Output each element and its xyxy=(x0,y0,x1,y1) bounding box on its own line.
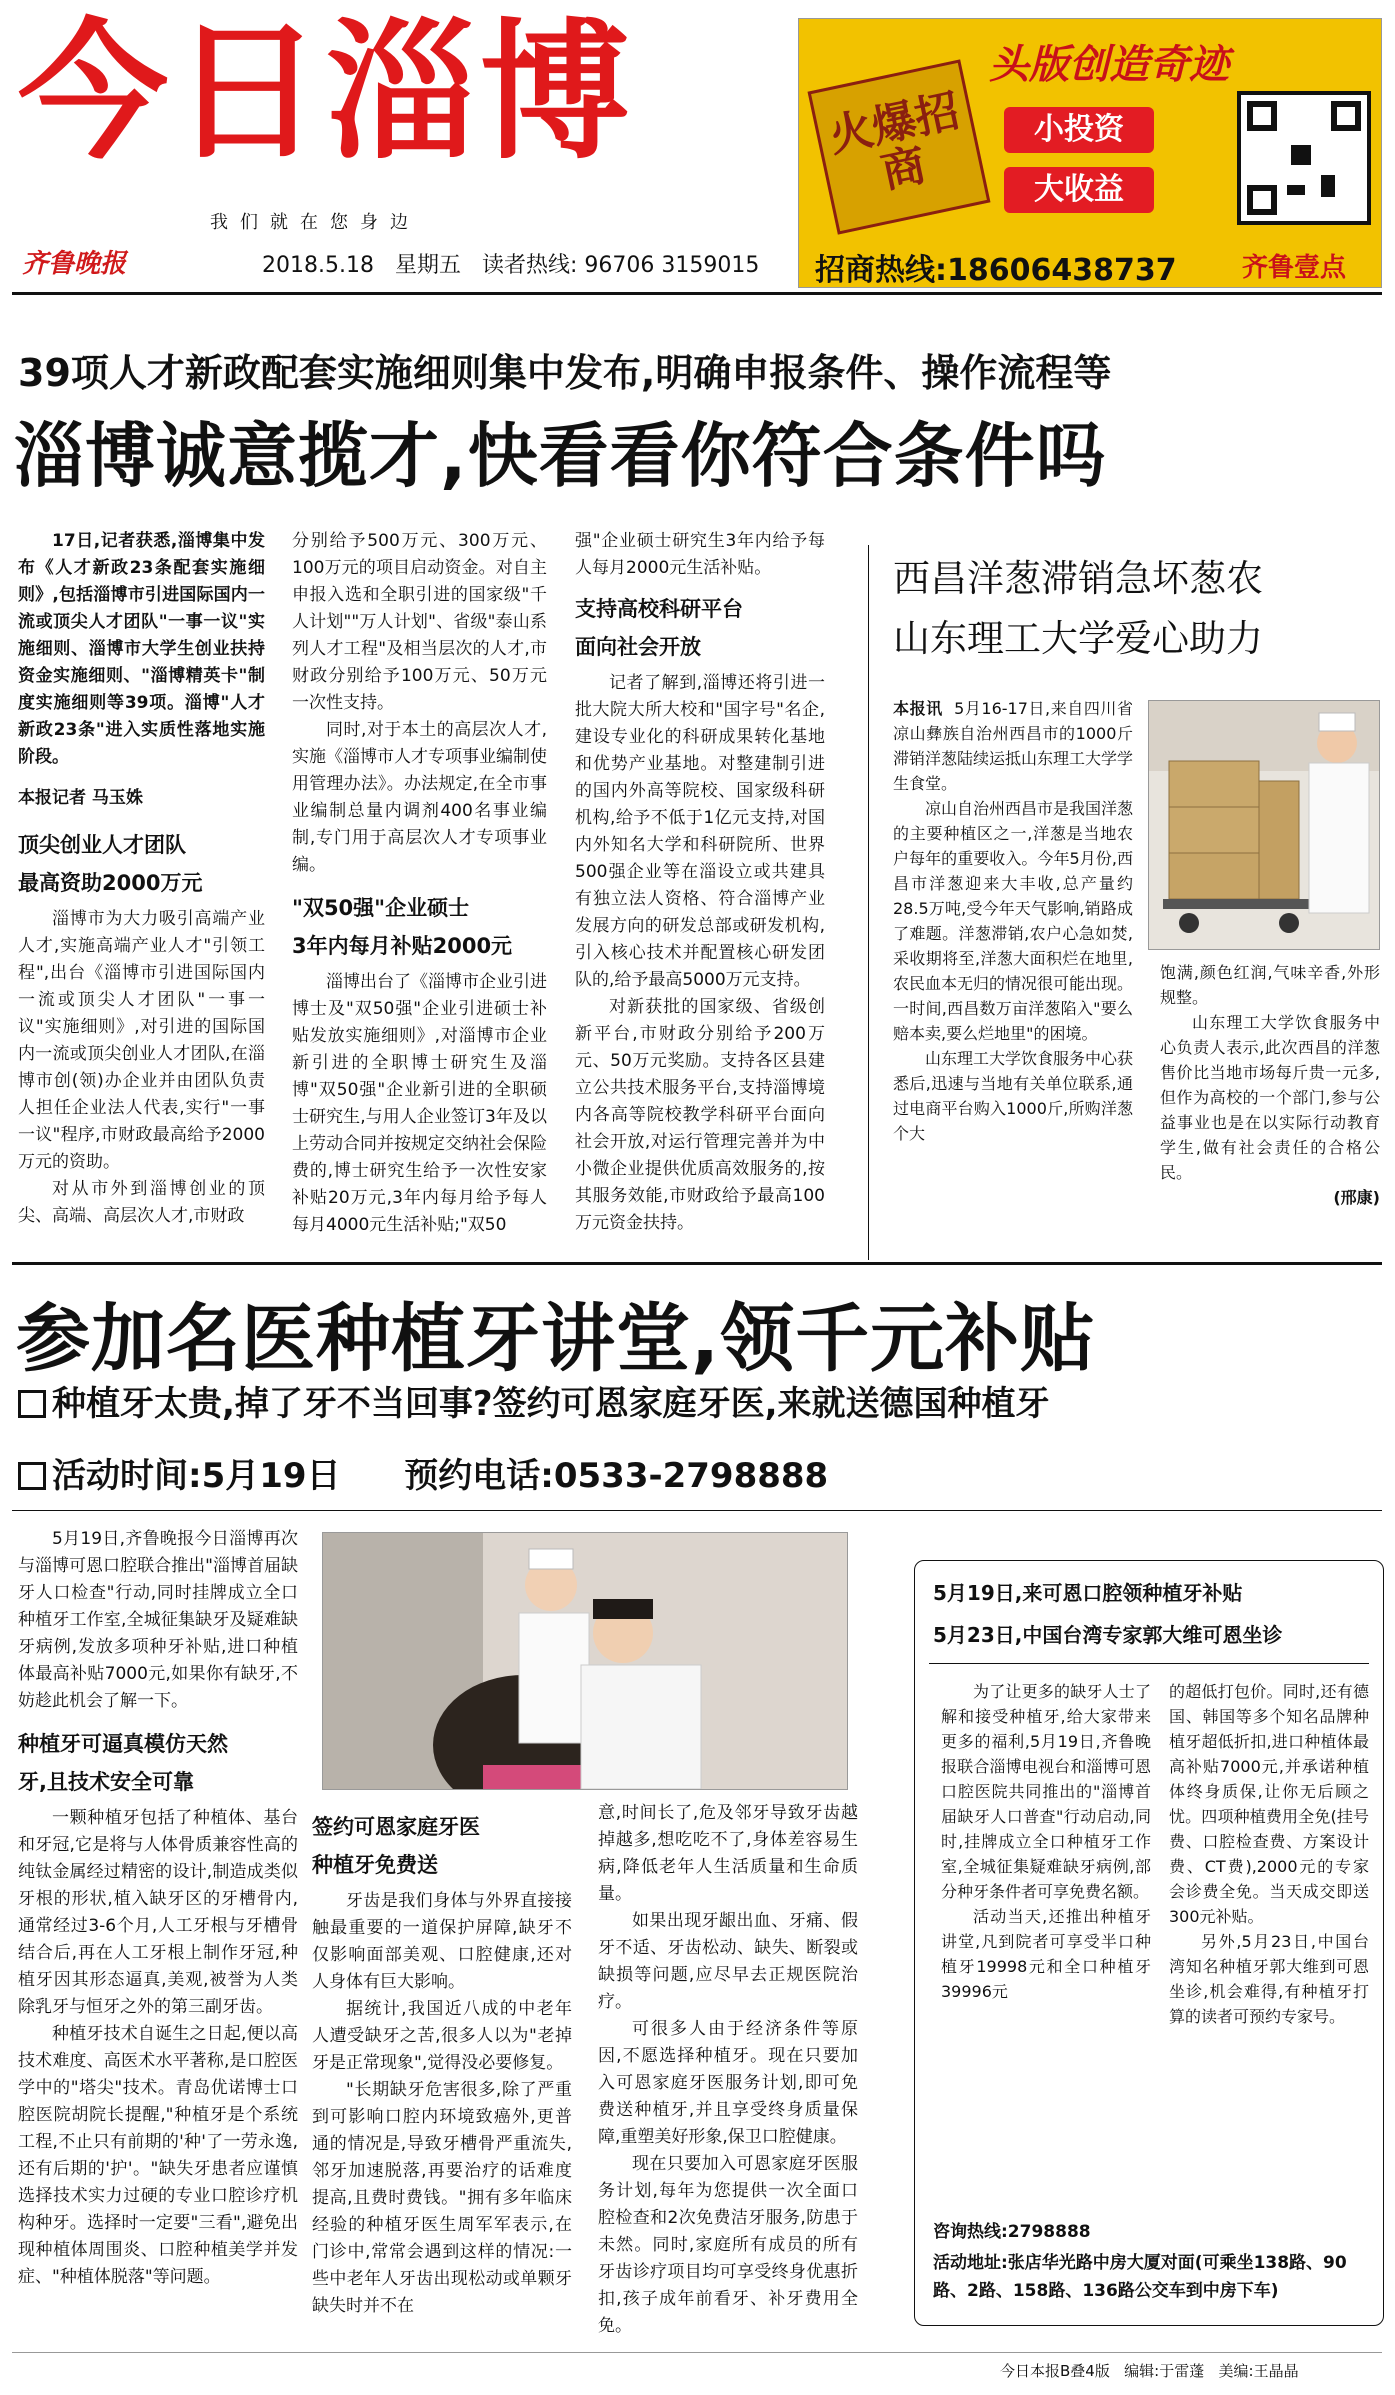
story2-paragraph: 凉山自治州西昌市是我国洋葱的主要种植区之一,洋葱是当地农户每年的重要收入。今年5月份,西昌市洋葱迎来大丰收,总产量约28.5万吨,受今年天气影响,销路成了难题。洋葱滞销,农户心急如焚,采收期将至,洋葱大面积烂在地里,农民血本无归的情况很可能出现。一时间,西昌数万亩洋葱陷入"要么赔本卖,要么烂地里"的困境。 xyxy=(893,799,1134,1043)
story1-paragraph: 淄博市为大力吸引高端产业人才,实施高端产业人才"引领工程",出台《淄博市引进国际国内一流或顶尖人才团队"一事一议"实施细则》,对引进的国际国内一流或顶尖创业人才团队,在淄博市创(领)办企业并由团队负责人担任企业法人代表,实行"一事一议"程序,市财政最高给予2000万元的资助。 xyxy=(18,909,265,1172)
story1-paragraph: 对从市外到淄博创业的顶尖、高端、高层次人才,市财政 xyxy=(18,1179,265,1226)
event-box-paragraph: 活动当天,还推出种植牙讲堂,凡到院者可享受半口种植牙19998元和全口种植牙39996元 xyxy=(941,1907,1151,2001)
footer-pages: 今日本报B叠4版 xyxy=(1000,2362,1110,2380)
story2-paragraph: 饱满,颜色红润,气味辛香,外形规整。 xyxy=(1160,963,1380,1007)
story3-event-time: 活动时间:5月19日 xyxy=(52,1456,341,1496)
ad-logo: 齐鲁壹点 xyxy=(1242,253,1347,283)
hotline-label: 读者热线: xyxy=(481,253,578,278)
story3-column-3 xyxy=(598,1800,858,2340)
page-footer xyxy=(1000,2360,1299,2381)
story1-subhead-1-line2: 最高资助2000万元 xyxy=(18,871,203,895)
story3-deck-2 xyxy=(18,1448,828,1497)
ad-pill-profit: 大收益 xyxy=(1004,167,1154,213)
story2-paragraph: 山东理工大学饮食服务中心负责人表示,此次西昌的洋葱售价比当地市场每斤贵一元多,但作为高校的一个部门,参与公益事业也是在以实际行动教育学生,做有社会责任的合格公民。 xyxy=(1160,1013,1380,1182)
masthead-title: 今日淄博 xyxy=(18,6,635,180)
event-box-headline-1: 5月19日,来可恩口腔领种植牙补贴 xyxy=(933,1581,1243,1605)
story3-paragraph: "长期缺牙危害很多,除了严重到可影响口腔内环境致癌外,更普通的情况是,导致牙槽骨严重流失,邻牙加速脱落,再要治疗的话难度提高,且费时费钱。"拥有多年临床经验的种植牙医生周军军表示,在门诊中,常常会遇到这样的情况:一些中老年人牙齿出现松动或单颗牙缺失时并不在 xyxy=(312,2080,572,2316)
event-box-consult-hotline: 咨询热线:2798888 xyxy=(933,2222,1091,2242)
event-box-paragraph: 另外,5月23日,中国台湾知名种植牙郭大维到可恩坐诊,机会难得,有种植牙打算的读者可预约专家号。 xyxy=(1169,1932,1369,2026)
event-box-column-1 xyxy=(941,1679,1151,2004)
divider xyxy=(12,1510,1382,1511)
story1-column-2 xyxy=(292,528,547,1239)
story3-paragraph: 一颗种植牙包括了种植体、基台和牙冠,它是将与人体骨质兼容性高的纯钛金属经过精密的设计,制造成类似牙根的形状,植入缺牙区的牙槽骨内,通常经过3-6个月,人工牙根与牙槽骨结合后,再在人工牙根上制作牙冠,种植牙因其形态逼真,美观,被誉为人类除乳牙与恒牙之外的第三副牙齿。 xyxy=(18,1808,298,2017)
story3-paragraph: 种植牙技术自诞生之日起,便以高技术难度、高医术水平著称,是口腔医学中的"塔尖"技术。青岛优诺博士口腔医院胡院长提醒,"种植牙是个系统工程,不止只有前期的'种'了一劳永逸,还有后期的'护'。"缺失牙患者应谨慎选择技术实力过硬的专业口腔诊疗机构种牙。选择时一定要"三看",避免出现种植体周围炎、口腔种植美学并发症、"种植体脱落"等问题。 xyxy=(18,2024,298,2287)
story2-tag: 本报讯 xyxy=(893,699,943,718)
chef-with-onion-boxes-image xyxy=(1149,701,1379,949)
footer-designer: 美编:王晶晶 xyxy=(1218,2362,1299,2380)
story2-paragraph: 山东理工大学饮食服务中心获悉后,迅速与当地有关单位联系,通过电商平台购入1000斤,所购洋葱个大 xyxy=(893,1049,1134,1143)
story3-column-2 xyxy=(312,1800,572,2320)
event-box-paragraph: 为了让更多的缺牙人士了解和接受种植牙,给大家带来更多的福利,5月19日,齐鲁晚报联合淄博电视台和淄博可恩口腔医院共同推出的"淄博首届缺牙人口普查"行动启动,同时,挂牌成立全口种植牙工作室,全城征集疑难缺牙病例,部分种牙条件者可享免费名额。 xyxy=(941,1682,1151,1901)
story1-headline: 淄博诚意揽才,快看看你符合条件吗 xyxy=(14,415,1107,497)
story1-paragraph: 淄博出台了《淄博市企业引进博士及"双50强"企业引进硕士补贴发放实施细则》,对淄博市企业新引进的全职博士研究生及淄博"双50强"企业新引进的全职硕士研究生,与用人企业签订3年及以上劳动合同并按规定交纳社会保险费的,博士研究生给予一次性安家补贴20万元,3年内每月给予每人每月4000元生活补贴;"双50 xyxy=(292,972,547,1235)
checkbox-square-icon xyxy=(18,1462,46,1490)
event-box-address: 活动地址:张店华光路中房大厦对面(可乘坐138路、90路、2路、158路、136路公交车到中房下车) xyxy=(933,2253,1347,2301)
story2-column-1 xyxy=(893,696,1133,1146)
dentist-consultation-image xyxy=(323,1533,847,1789)
story3-column-1 xyxy=(18,1526,298,2291)
story1-paragraph: 同时,对于本土的高层次人才,实施《淄博市人才专项事业编制使用管理办法》。办法规定,在全市事业编制总量内调剂400名事业编制,专门用于高层次人才专项事业编。 xyxy=(292,720,547,875)
ad-slogan: 头版创造奇迹 xyxy=(989,41,1229,88)
issue-date: 2018.5.18 xyxy=(262,253,374,278)
dateline xyxy=(262,248,759,279)
story3-paragraph: 现在只要加入可恩家庭牙医服务计划,每年为您提供一次全面口腔检查和2次免费洁牙服务,防患于未然。同时,家庭所有成员的所有牙齿诊疗项目均可享受终身优惠折扣,孩子成年前看牙、补牙费用全免。 xyxy=(598,2154,858,2336)
story1-paragraph: 强"企业硕士研究生3年内给予每人每月2000元生活补贴。 xyxy=(575,531,825,578)
divider xyxy=(12,2352,1382,2353)
story1-paragraph: 分别给予500万元、300万元、100万元的项目启动资金。对自主申报入选和全职引进的国家级"千人计划""万人计划"、省级"泰山系列人才工程"及相当层次的人才,市财政分别给予100万元、50万元一次性支持。 xyxy=(292,531,547,713)
story1-kicker: 39项人才新政配套实施细则集中发布,明确申报条件、操作流程等 xyxy=(18,351,1112,395)
ad-pill-investment: 小投资 xyxy=(1004,107,1154,153)
story1-subhead-2-line2: 3年内每月补贴2000元 xyxy=(292,934,513,958)
story3-photo xyxy=(322,1532,848,1790)
story3-paragraph: 意,时间长了,危及邻牙导致牙齿越掉越多,想吃吃不了,身体差容易生病,降低老年人生活质量和生命质量。 xyxy=(598,1803,858,1904)
story3-subhead-1 xyxy=(18,1725,298,1801)
story3-reservation-phone: 预约电话:0533-2798888 xyxy=(404,1456,829,1496)
story3-paragraph: 可很多人由于经济条件等原因,不愿选择种植牙。现在只要加入可恩家庭牙医服务计划,即可免费送种植牙,并且享受终身质量保障,重塑美好形象,保卫口腔健康。 xyxy=(598,2019,858,2147)
hotline-number: 96706 3159015 xyxy=(584,253,760,278)
event-box-column-2 xyxy=(1169,1679,1369,2029)
story1-paragraph: 记者了解到,淄博还将引进一批大院大所大校和"国字号"名企,建设专业化的科研成果转化基地和优势产业基地。对整建制引进的国内外高等院校、国家级科研机构,给予不低于1亿元支持,对国内外知名大学和科研院所、世界500强企业等在淄设立或共建具有独立法人资格、符合淄博产业发展方向的研发总部或研发机构,引入核心技术并配置核心研发团队的,给予最高5000万元支持。 xyxy=(575,673,825,990)
story2-title-line1: 西昌洋葱滞销急坏葱农 xyxy=(893,557,1263,600)
event-info-box xyxy=(914,1560,1384,2326)
story1-subhead-2-line1: "双50强"企业硕士 xyxy=(292,896,470,920)
story1-column-3 xyxy=(575,528,825,1237)
story3-subhead-2-line1: 签约可恩家庭牙医 xyxy=(312,1815,480,1839)
masthead-slogan: 我们就在您身边 xyxy=(210,212,420,233)
story3-subhead-1-line1: 种植牙可逼真模仿天然 xyxy=(18,1732,228,1756)
story1-column-1 xyxy=(18,528,265,1230)
ad-banner[interactable] xyxy=(798,18,1382,288)
divider xyxy=(929,1663,1369,1664)
story2-photo xyxy=(1148,700,1380,950)
story3-paragraph: 牙齿是我们身体与外界直接接触最重要的一道保护屏障,缺牙不仅影响面部美观、口腔健康,还对人身体有巨大影响。 xyxy=(312,1891,572,1992)
brand-logo: 齐鲁晚报 xyxy=(22,249,127,279)
story1-subhead-3-line2: 面向社会开放 xyxy=(575,635,701,659)
story3-paragraph: 据统计,我国近八成的中老年人遭受缺牙之苦,很多人以为"老掉牙是正常现象",觉得没必要修复。 xyxy=(312,1999,572,2073)
story1-subhead-1 xyxy=(18,826,265,902)
event-box-paragraph: 的超低打包价。同时,还有德国、韩国等多个知名品牌种植牙超低折扣,进口种植体最高补贴7000元,并承诺种植体终身质保,让你无后顾之忧。四项种植费用全免(挂号费、口腔检查费、方案设计费、CT费),2000元的专家会诊费全免。当天成交即送300元补贴。 xyxy=(1169,1682,1369,1926)
story1-subhead-2 xyxy=(292,889,547,965)
story3-paragraph: 5月19日,齐鲁晚报今日淄博再次与淄博可恩口腔联合推出"淄博首届缺牙人口检查"行动,同时挂牌成立全口种植牙工作室,全城征集缺牙及疑难缺牙病例,发放多项种牙补贴,进口种植体最高补贴7000元,如果你有缺牙,不妨趁此机会了解一下。 xyxy=(18,1529,298,1711)
divider xyxy=(12,292,1382,295)
story1-lead: 17日,记者获悉,淄博集中发布《人才新政23条配套实施细则》,包括淄博市引进国际国内一流或顶尖人才团队"一事一议"实施细则、淄博市大学生创业扶持资金实施细则、"淄博精英卡"制度实施细则等39项。淄博"人才新政23条"进入实质性落地实施阶段。 xyxy=(18,531,265,767)
story3-headline: 参加名医种植牙讲堂,领千元补贴 xyxy=(16,1296,1096,1382)
story3-paragraph: 如果出现牙龈出血、牙痛、假牙不适、牙齿松动、缺失、断裂或缺损等问题,应尽早去正规医院治疗。 xyxy=(598,1911,858,2012)
ad-coin-graphic: 火爆招商 xyxy=(808,59,991,234)
story3-subhead-1-line2: 牙,且技术安全可靠 xyxy=(18,1770,194,1794)
story1-subhead-3 xyxy=(575,590,825,666)
footer-editor: 编辑:于雷蓬 xyxy=(1124,2362,1205,2380)
qr-code-icon xyxy=(1237,91,1371,225)
story1-paragraph: 对新获批的国家级、省级创新平台,市财政分别给予200万元、50万元奖励。支持各区县建立公共技术服务平台,支持淄博境内各高等院校教学科研平台面向社会开放,对运行管理完善并为中小微企业提供优质高效服务的,按其服务效能,市财政给予最高100万元资金扶持。 xyxy=(575,997,825,1233)
story1-byline: 本报记者 马玉姝 xyxy=(18,788,143,808)
issue-weekday: 星期五 xyxy=(394,253,461,278)
story3-deck-1 xyxy=(18,1376,1050,1425)
story3-deck-1-text: 种植牙太贵,掉了牙不当回事?签约可恩家庭牙医,来就送德国种植牙 xyxy=(52,1384,1050,1424)
story2-title-line2: 山东理工大学爱心助力 xyxy=(893,617,1263,660)
column-divider xyxy=(868,545,869,1260)
divider xyxy=(12,1262,1382,1265)
event-box-headline-2: 5月23日,中国台湾专家郭大维可恩坐诊 xyxy=(933,1623,1283,1647)
ad-hotline: 招商热线:18606438737 xyxy=(815,253,1177,288)
story1-subhead-3-line1: 支持高校科研平台 xyxy=(575,597,743,621)
checkbox-square-icon xyxy=(18,1390,46,1418)
story2-column-2 xyxy=(1160,960,1380,1210)
story3-subhead-2-line2: 种植牙免费送 xyxy=(312,1853,438,1877)
story1-subhead-1-line1: 顶尖创业人才团队 xyxy=(18,833,186,857)
story2-paragraph: 5月16-17日,来自四川省凉山彝族自治州西昌市的1000斤滞销洋葱陆续运抵山东理工大学学生食堂。 xyxy=(893,699,1134,793)
story3-subhead-2 xyxy=(312,1808,572,1884)
story2-credit: (邢康) xyxy=(1333,1188,1380,1207)
